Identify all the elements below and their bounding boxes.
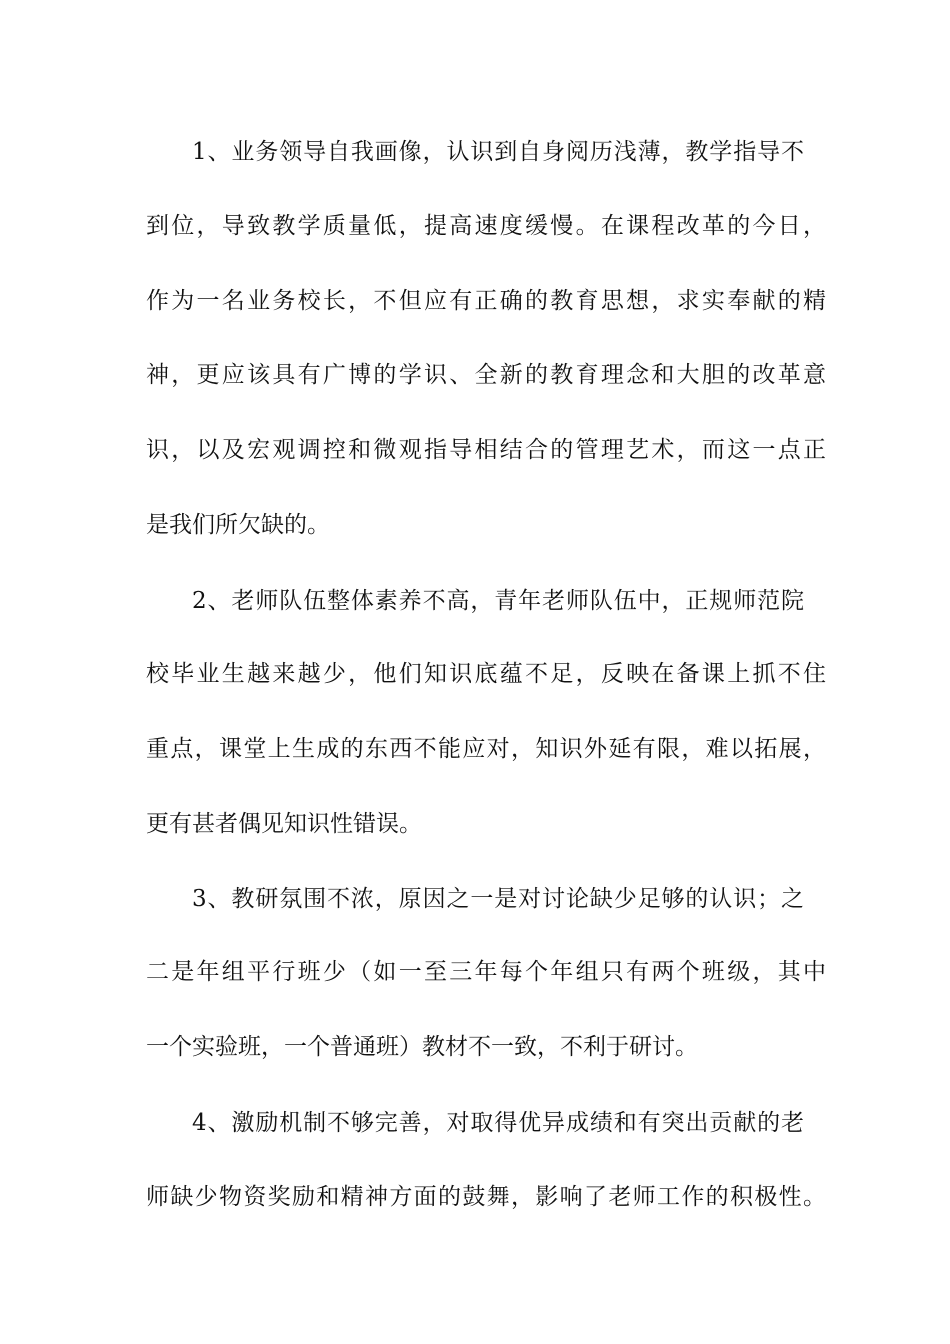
paragraph-3-line-2: 二是年组平行班少（如一至三年每个年组只有两个班级，其中 bbox=[146, 959, 826, 985]
paragraph-1-line-6: 是我们所欠缺的。 bbox=[146, 512, 330, 538]
paragraph-2-line-1: 2、老师队伍整体素养不高，青年老师队伍中，正规师范院 bbox=[192, 588, 804, 614]
paragraph-1-line-2: 到位，导致教学质量低，提高速度缓慢。在课程改革的今日， bbox=[146, 213, 826, 239]
paragraph-2-line-4: 更有甚者偶见知识性错误。 bbox=[146, 811, 422, 837]
paragraph-2-line-3: 重点，课堂上生成的东西不能应对，知识外延有限，难以拓展， bbox=[146, 736, 826, 762]
paragraph-1-line-5: 识，以及宏观调控和微观指导相结合的管理艺术，而这一点正 bbox=[146, 437, 826, 463]
paragraph-4-line-1: 4、激励机制不够完善，对取得优异成绩和有突出贡献的老 bbox=[192, 1110, 804, 1136]
paragraph-3-line-1: 3、教研氛围不浓，原因之一是对讨论缺少足够的认识；之 bbox=[192, 886, 804, 912]
paragraph-1-line-3: 作为一名业务校长，不但应有正确的教育思想，求实奉献的精 bbox=[146, 288, 826, 314]
paragraph-3-line-3: 一个实验班，一个普通班）教材不一致，不利于研讨。 bbox=[146, 1034, 698, 1060]
paragraph-4-line-2: 师缺少物资奖励和精神方面的鼓舞，影响了老师工作的积极性。 bbox=[146, 1184, 826, 1210]
paragraph-1-line-1: 1、业务领导自我画像，认识到自身阅历浅薄，教学指导不 bbox=[192, 139, 804, 165]
paragraph-1-line-4: 神，更应该具有广博的学识、全新的教育理念和大胆的改革意 bbox=[146, 362, 826, 388]
paragraph-2-line-2: 校毕业生越来越少，他们知识底蕴不足，反映在备课上抓不住 bbox=[146, 661, 826, 687]
